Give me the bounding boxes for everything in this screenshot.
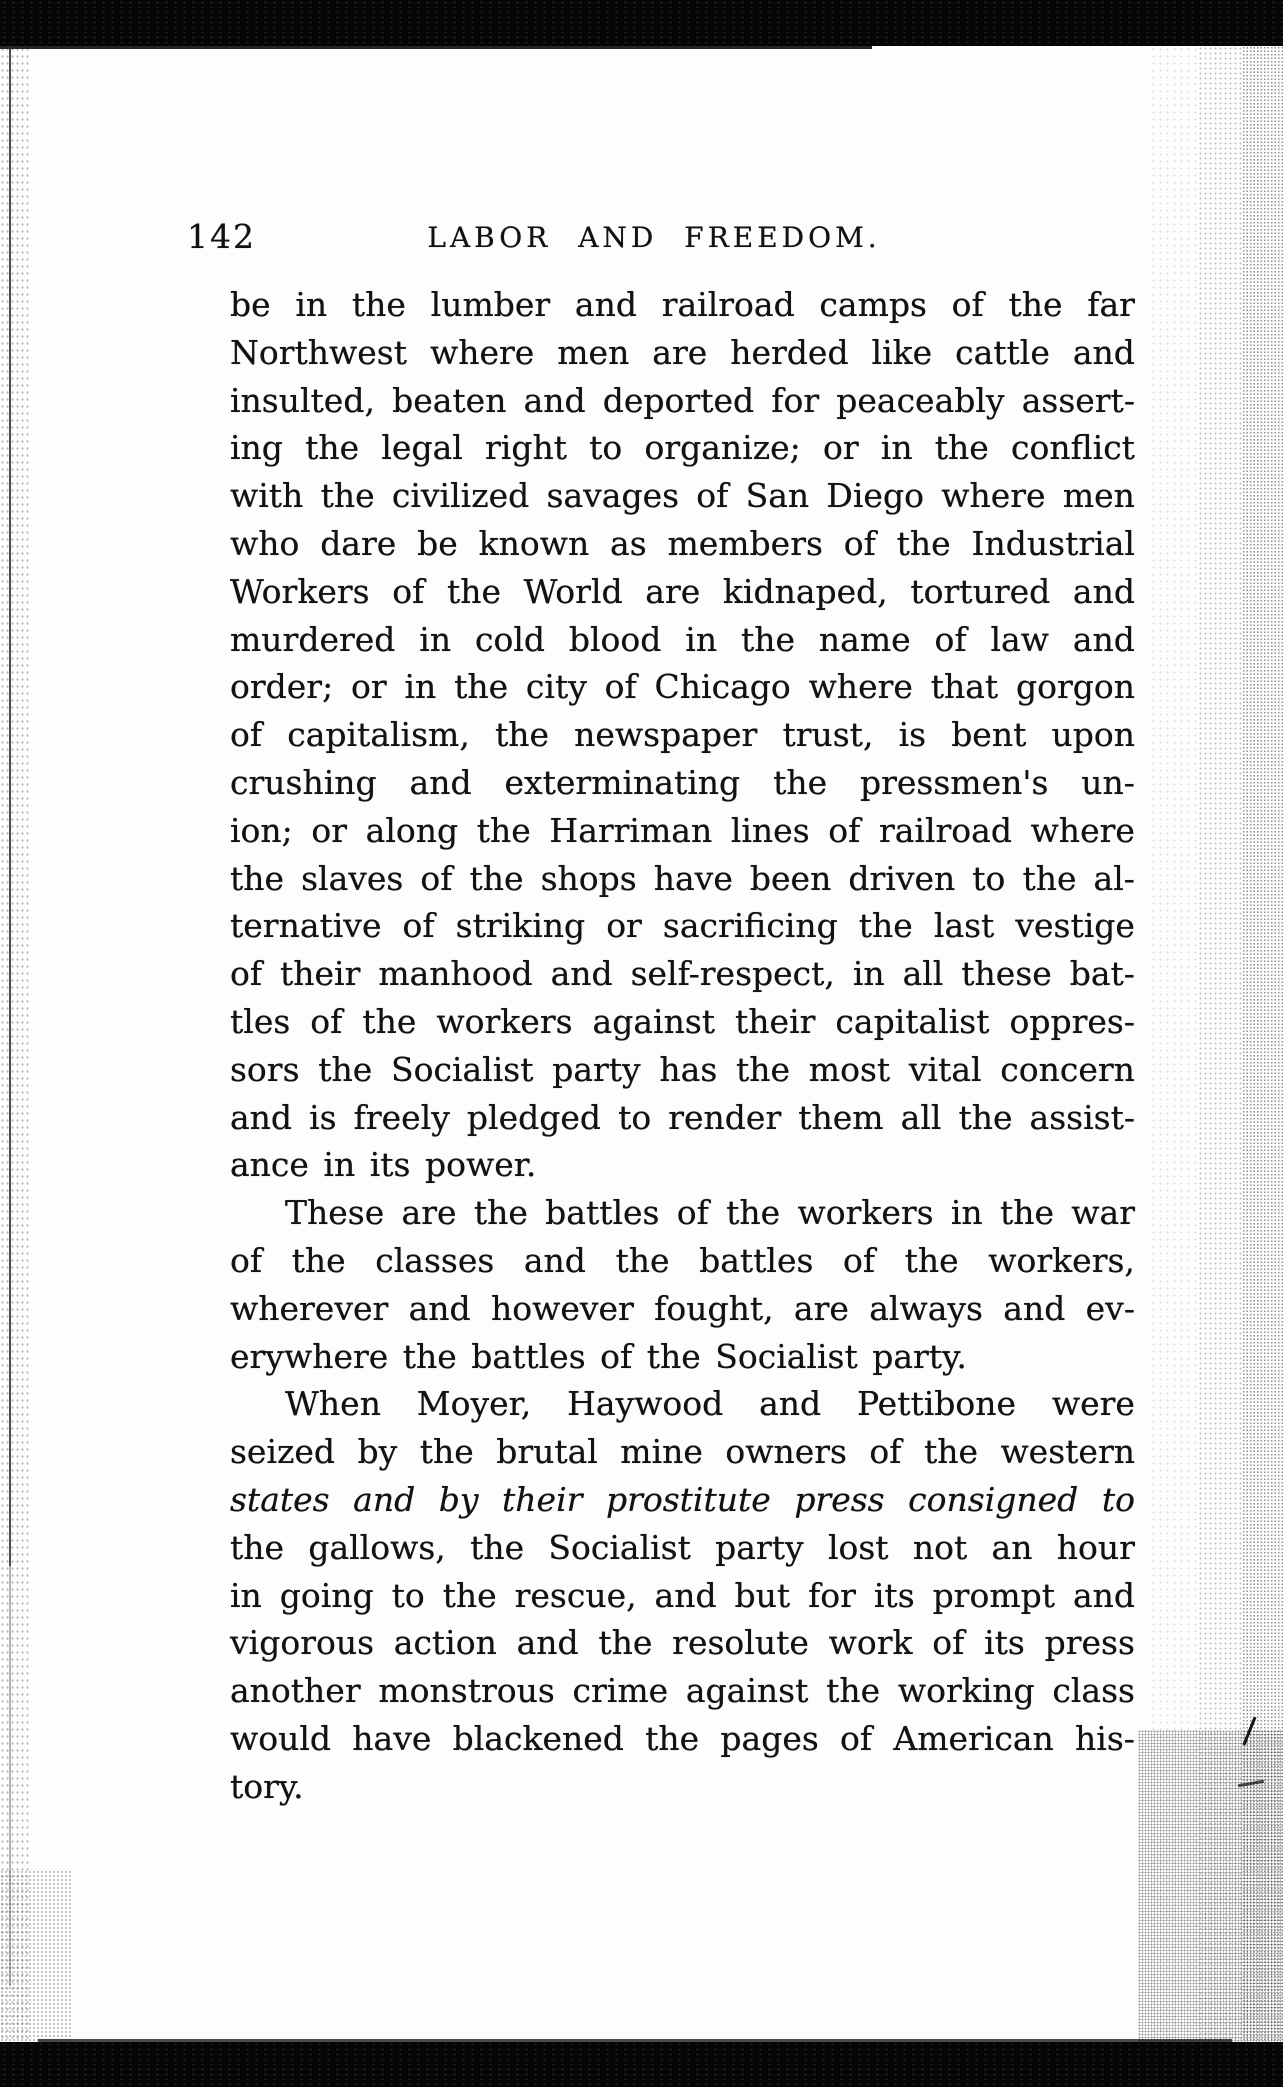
scan-scratch-mark bbox=[1238, 1780, 1264, 1787]
text-line: states and by their prostitute press consigned to bbox=[230, 1479, 1135, 1519]
text-line: wherever and however fought, are always and ev- bbox=[230, 1288, 1135, 1328]
text-line: insulted, beaten and deported for peaceably assert- bbox=[230, 380, 1135, 420]
scan-scratch-mark bbox=[1242, 1717, 1256, 1746]
text-line: ion; or along the Harriman lines of railroad where bbox=[230, 810, 1135, 850]
text-line: and is freely pledged to render them all the assist- bbox=[230, 1097, 1135, 1137]
text-line: Northwest where men are herded like cattle and bbox=[230, 332, 1135, 372]
text-line: another monstrous crime against the working class bbox=[230, 1671, 1135, 1711]
text-line: be in the lumber and railroad camps of the far bbox=[230, 285, 1135, 324]
text-line: the slaves of the shops have been driven to the al- bbox=[230, 858, 1135, 898]
page-gutter-crease-line-lower bbox=[9, 1566, 11, 1986]
text-line: in going to the rescue, and but for its prompt and bbox=[230, 1575, 1135, 1615]
text-line: who dare be known as members of the Industrial bbox=[230, 523, 1135, 563]
text-line: with the civilized savages of San Diego where men bbox=[230, 476, 1135, 516]
text-line: murdered in cold blood in the name of law and bbox=[230, 619, 1135, 659]
text-line: tory. bbox=[230, 1766, 304, 1806]
scan-bottom-edge-bar bbox=[0, 2042, 1283, 2087]
text-line: of capitalism, the newspaper trust, is bent upon bbox=[230, 715, 1135, 755]
page-number: 142 bbox=[187, 217, 256, 256]
right-edge-texture bbox=[1198, 46, 1244, 2042]
text-line: ternative of striking or sacrificing the last vestige bbox=[230, 906, 1135, 946]
text-line: of their manhood and self-respect, in all these bat- bbox=[230, 954, 1135, 994]
text-line: ing the legal right to organize; or in the conflict bbox=[230, 428, 1135, 468]
text-line: ance in its power. bbox=[230, 1145, 537, 1185]
text-line: vigorous action and the resolute work of its press bbox=[230, 1623, 1135, 1663]
right-edge-texture bbox=[1150, 46, 1200, 2042]
right-edge-texture bbox=[1242, 46, 1283, 2042]
scan-top-edge-bar bbox=[0, 0, 1283, 46]
running-title: LABOR AND FREEDOM. bbox=[427, 221, 881, 254]
text-line: erywhere the battles of the Socialist party. bbox=[230, 1336, 967, 1376]
page-gutter-crease-line bbox=[9, 46, 11, 1566]
text-line: Workers of the World are kidnaped, tortured and bbox=[230, 571, 1135, 611]
text-line: of the classes and the battles of the workers, bbox=[230, 1240, 1135, 1280]
text-line: would have blackened the pages of American his- bbox=[230, 1718, 1135, 1758]
left-edge-texture bbox=[0, 46, 30, 2042]
bottom-right-corner-texture bbox=[1138, 1730, 1283, 2042]
text-line: the gallows, the Socialist party lost not an hour bbox=[230, 1527, 1135, 1567]
page-text bbox=[230, 281, 1135, 1811]
text-line: sors the Socialist party has the most vital concern bbox=[230, 1049, 1135, 1089]
text-line: When Moyer, Haywood and Pettibone were bbox=[285, 1384, 1135, 1424]
text-line: seized by the brutal mine owners of the western bbox=[230, 1432, 1135, 1472]
text-line: tles of the workers against their capitalist oppres- bbox=[230, 1001, 1135, 1041]
text-line: crushing and exterminating the pressmen's un- bbox=[230, 762, 1135, 802]
page-header bbox=[0, 216, 1283, 258]
text-line: order; or in the city of Chicago where that gorgon bbox=[230, 667, 1135, 707]
text-line: These are the battles of the workers in the war bbox=[285, 1193, 1135, 1233]
